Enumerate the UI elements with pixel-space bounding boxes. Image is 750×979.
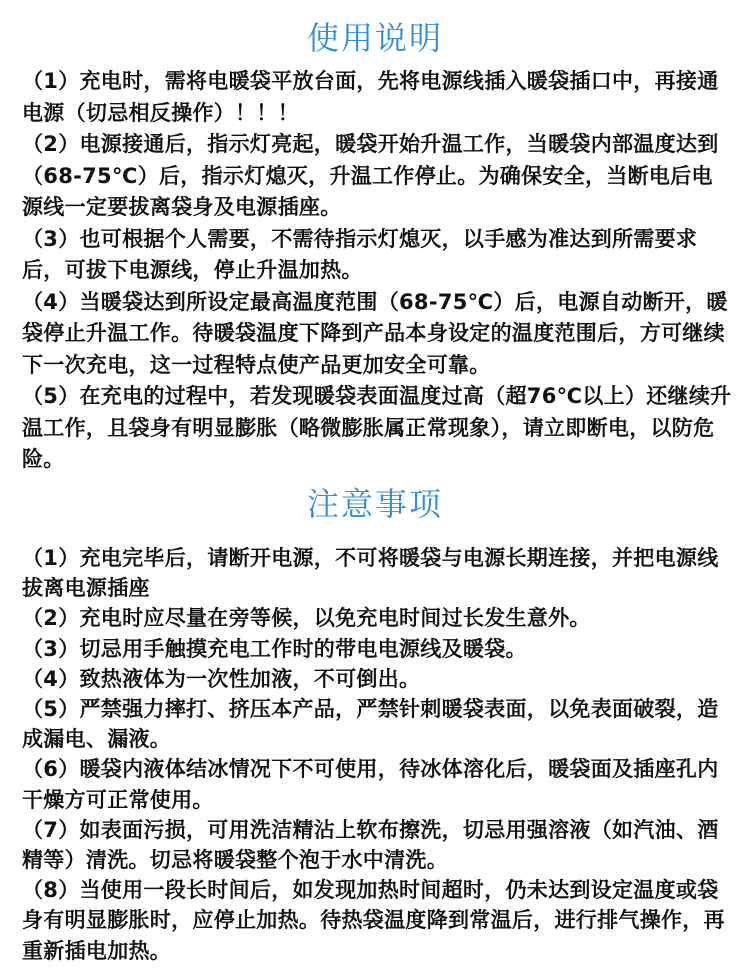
usage-section <box>22 66 732 476</box>
notes-section <box>22 543 732 966</box>
notes-paragraph-1: （1）充电完毕后，请断开电源，不可将暖袋与电源长期连接，并把电源线拔离电源插座 <box>22 546 719 601</box>
notes-paragraph-2: （2）充电时应尽量在旁等候，以免充电时间过长发生意外。 <box>22 606 591 631</box>
usage-title: 使用说明 <box>306 19 443 57</box>
usage-paragraph-2: （2）电源接通后，指示灯亮起，暖袋开始升温工作，当暖袋内部温度达到（68-75℃）后，指示灯熄灭，升温工作停止。为确保安全，当断电后电源线一定要拔离袋身及电源插座。 <box>22 132 719 219</box>
notes-title: 注意事项 <box>306 485 443 523</box>
notes-paragraph-7: （7）如表面污损，可用洗洁精沾上软布擦洗，切忌用强溶液（如汽油、酒精等）清洗。切忌将暖袋整个泡于水中清洗。 <box>22 817 719 873</box>
notes-paragraph-4: （4）致热液体为一次性加液，不可倒出。 <box>22 666 421 691</box>
notes-paragraph-3: （3）切忌用手触摸充电工作时的带电电源线及暖袋。 <box>22 636 527 661</box>
usage-paragraph-5: （5）在充电的过程中，若发现暖袋表面温度过高（超76℃以上）还继续升温工作，且袋身有明显膨胀（略微膨胀属正常现象），请立即断电，以防危险。 <box>22 384 732 471</box>
usage-paragraph-4: （4）当暖袋达到所设定最高温度范围（68-75℃）后，电源自动断开，暖袋停止升温工作。待暖袋温度下降到产品本身设定的温度范围后，方可继续下一次充电，这一过程特点使产品更加安全可靠。 <box>22 289 728 377</box>
notes-paragraph-8: （8）当使用一段长时间后，如发现加热时间超时，仍未达到设定温度或袋身有明显膨胀时，应停止加热。待热袋温度降到常温后，进行排气操作，再重新插电加热。 <box>22 878 725 963</box>
usage-paragraph-1: （1）充电时，需将电暖袋平放台面，先将电源线插入暖袋插口中，再接通电源（切忌相反操作）！！！ <box>22 69 719 125</box>
notes-paragraph-6: （6）暖袋内液体结冰情况下不可使用，待冰体溶化后，暖袋面及插座孔内干燥方可正常使用。 <box>22 757 719 812</box>
usage-paragraph-3: （3）也可根据个人需要，不需待指示灯熄灭，以手感为准达到所需要求后，可拔下电源线，停止升温加热。 <box>22 226 698 282</box>
notes-paragraph-5: （5）严禁强力摔打、挤压本产品，严禁针刺暖袋表面，以免表面破裂，造成漏电、漏液。 <box>22 697 719 752</box>
